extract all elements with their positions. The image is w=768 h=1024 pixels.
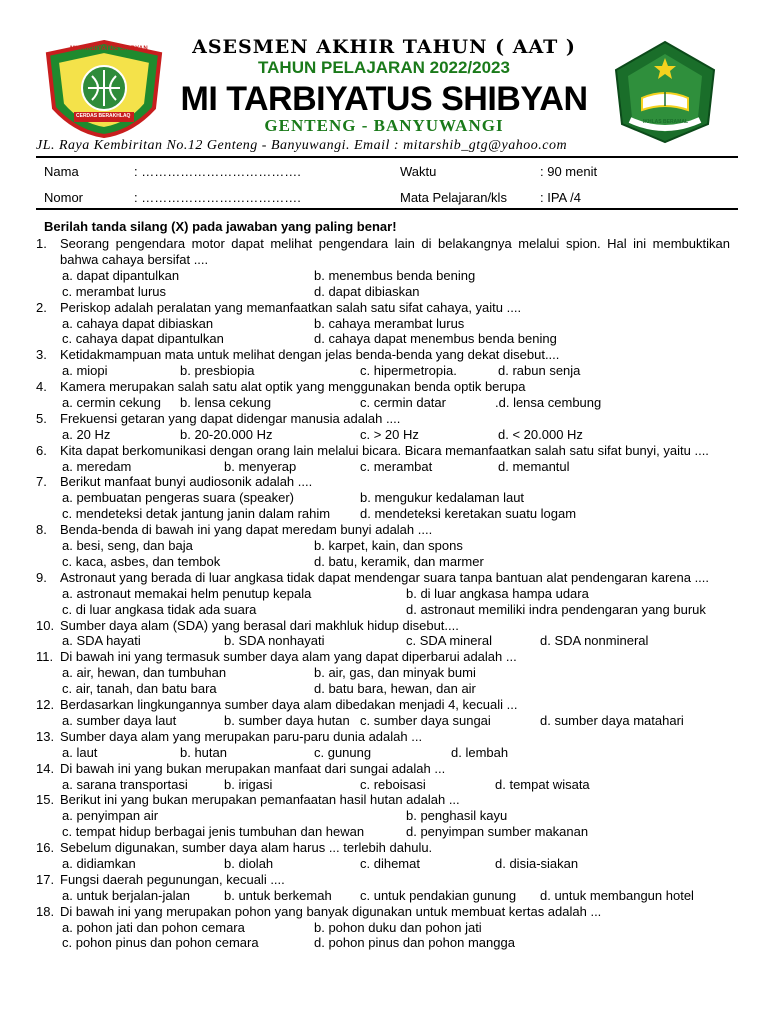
answer-options-row bbox=[62, 554, 730, 570]
question-text: Kita dapat berkomunikasi dengan orang lain melalui bicara. Bicara memanfaatkan salah satu sifat bunyi, yaitu .... bbox=[60, 442, 709, 458]
answer-option[interactable]: c. tempat hidup berbagai jenis tumbuhan dan hewan bbox=[62, 824, 365, 840]
school-location: GENTENG - BANYUWANGI bbox=[264, 116, 504, 135]
question-number: 10. bbox=[36, 617, 55, 633]
answer-options-row bbox=[62, 427, 730, 443]
answer-option[interactable]: d. pohon pinus dan pohon mangga bbox=[314, 935, 515, 951]
answer-option[interactable]: b. diolah bbox=[224, 856, 274, 871]
answer-options-row bbox=[62, 935, 730, 951]
mapel-label: Mata Pelajaran/kls bbox=[400, 190, 507, 205]
nomor-label: Nomor bbox=[44, 190, 84, 205]
answer-option[interactable]: a. dapat dipantulkan bbox=[62, 267, 180, 283]
answer-option[interactable]: b. presbiopia bbox=[180, 363, 255, 379]
exam-title: ASESMEN AKHIR TAHUN ( AAT ) bbox=[192, 36, 576, 58]
answer-option[interactable]: a. meredam bbox=[62, 458, 132, 474]
question-text: Seorang pengendara motor dapat melihat pengendara lain di belakangnya melalui spion. Hal ini membuktikan bahwa cahaya bersifat .... bbox=[60, 236, 730, 267]
answer-options-row bbox=[62, 363, 730, 379]
answer-options-row bbox=[62, 856, 730, 872]
nama-label: Nama bbox=[44, 164, 79, 179]
answer-option[interactable]: a. astronaut memakai helm penutup kepala bbox=[62, 585, 312, 601]
answer-option[interactable]: a. cermin cekung bbox=[62, 394, 161, 410]
answer-option[interactable]: b. SDA nonhayati bbox=[224, 633, 325, 649]
answer-options-row bbox=[62, 538, 730, 554]
answer-option[interactable]: b. lensa cekung bbox=[180, 394, 272, 410]
logo-left-banner-text: CERDAS BERAKHLAQ bbox=[76, 113, 131, 119]
question-text: Frekuensi getaran yang dapat didengar manusia adalah .... bbox=[60, 410, 401, 426]
answer-option[interactable]: c. merambat lurus bbox=[62, 283, 167, 299]
answer-options-row bbox=[62, 777, 730, 793]
question-item bbox=[36, 792, 730, 840]
answer-option[interactable]: c. air, tanah, dan batu bara bbox=[62, 681, 217, 697]
question-text: Berikut ini yang bukan merupakan pemanfaatan hasil hutan adalah ... bbox=[60, 792, 460, 808]
question-item bbox=[36, 729, 730, 761]
instruction-text: Berilah tanda silang (X) pada jawaban yang paling benar! bbox=[44, 219, 397, 234]
answer-option[interactable]: d. cahaya dapat menembus benda bening bbox=[314, 331, 557, 347]
answer-option[interactable]: b. mengukur kedalaman laut bbox=[360, 490, 525, 506]
answer-option[interactable]: b. hutan bbox=[180, 744, 227, 760]
question-text: Sumber daya alam (SDA) yang berasal dari makhluk hidup disebut.... bbox=[60, 617, 459, 633]
nama-field[interactable]: : ………………………………. bbox=[134, 164, 301, 179]
logo-left-top-text: MI TARBIYATUS SHIBYAN bbox=[70, 46, 148, 52]
answer-option[interactable]: a. SDA hayati bbox=[62, 633, 141, 649]
answer-option[interactable]: b. air, gas, dan minyak bumi bbox=[314, 665, 476, 681]
answer-option[interactable]: a. laut bbox=[62, 744, 98, 760]
answer-option[interactable]: d. < 20.000 Hz bbox=[498, 426, 583, 442]
answer-options-row bbox=[62, 888, 730, 904]
question-number: 15. bbox=[36, 792, 55, 808]
answer-options-row bbox=[62, 490, 730, 506]
question-item bbox=[36, 618, 730, 650]
answer-option[interactable]: d. batu bara, hewan, dan air bbox=[314, 681, 476, 697]
answer-option[interactable]: d. rabun senja bbox=[498, 363, 581, 379]
answer-option[interactable]: c. pohon pinus dan pohon cemara bbox=[62, 935, 259, 951]
answer-options-row bbox=[62, 808, 730, 824]
answer-option[interactable]: c. reboisasi bbox=[360, 776, 426, 792]
answer-option[interactable]: a. penyimpan air bbox=[62, 808, 159, 824]
waktu-value: : 90 menit bbox=[540, 164, 598, 179]
answer-option[interactable]: a. besi, seng, dan baja bbox=[62, 538, 193, 554]
answer-option[interactable]: b. penghasil kayu bbox=[406, 808, 508, 824]
question-item bbox=[36, 570, 730, 618]
question-item bbox=[36, 761, 730, 793]
answer-options-row bbox=[62, 824, 730, 840]
mapel-value: : IPA /4 bbox=[540, 190, 581, 205]
question-text: Ketidakmampuan mata untuk melihat dengan jelas benda-benda yang dekat disebut.... bbox=[60, 347, 560, 363]
question-text: Di bawah ini yang merupakan pohon yang banyak digunakan untuk membuat kertas adalah ... bbox=[60, 903, 602, 919]
question-number: 6. bbox=[36, 442, 47, 458]
question-item bbox=[36, 649, 730, 697]
question-text: Benda-benda di bawah ini yang dapat meredam bunyi adalah .... bbox=[60, 522, 433, 538]
answer-options-row bbox=[62, 920, 730, 936]
answer-options-row bbox=[62, 395, 730, 411]
question-text: Di bawah ini yang termasuk sumber daya alam yang dapat diperbarui adalah ... bbox=[60, 649, 517, 665]
answer-option[interactable]: a. 20 Hz bbox=[62, 426, 111, 442]
answer-option[interactable]: d. lembah bbox=[451, 744, 509, 760]
question-number: 17. bbox=[36, 871, 55, 887]
school-name: MI TARBIYATUS SHIBYAN bbox=[180, 80, 588, 118]
question-text: Sumber daya alam yang merupakan paru-paru dunia adalah ... bbox=[60, 728, 423, 744]
answer-options-row bbox=[62, 284, 730, 300]
answer-option[interactable]: d. sumber daya matahari bbox=[540, 712, 684, 728]
header-divider bbox=[36, 156, 738, 158]
school-address: JL. Raya Kembiritan No.12 Genteng - Banyuwangi. Email : mitarshib_gtg@yahoo.com bbox=[36, 138, 568, 153]
answer-option[interactable]: a. didiamkan bbox=[62, 856, 136, 871]
answer-option[interactable]: b. cahaya merambat lurus bbox=[314, 315, 465, 331]
question-number: 14. bbox=[36, 760, 55, 776]
ministry-logo-right bbox=[608, 40, 722, 144]
answer-option[interactable]: a. sarana transportasi bbox=[62, 776, 188, 792]
answer-options-row bbox=[62, 713, 730, 729]
answer-option[interactable]: d. dapat dibiaskan bbox=[314, 283, 420, 299]
answer-options-row bbox=[62, 331, 730, 347]
question-text: Periskop adalah peralatan yang memanfaatkan salah satu sifat cahaya, yaitu .... bbox=[60, 299, 522, 315]
answer-options-row bbox=[62, 268, 730, 284]
answer-option[interactable]: d. astronaut memiliki indra pendengaran yang buruk bbox=[406, 601, 706, 617]
answer-option[interactable]: b. 20-20.000 Hz bbox=[180, 426, 273, 442]
answer-option[interactable]: c. dihemat bbox=[360, 856, 420, 871]
question-item bbox=[36, 697, 730, 729]
answer-options-row bbox=[62, 665, 730, 681]
question-text: Kamera merupakan salah satu alat optik yang menggunakan benda optik berupa bbox=[60, 379, 526, 395]
answer-option[interactable]: d. mendeteksi keretakan suatu logam bbox=[360, 506, 577, 522]
answer-option[interactable]: b. untuk berkemah bbox=[224, 887, 332, 903]
question-text: Sebelum digunakan, sumber daya alam harus ... terlebih dahulu. bbox=[60, 840, 433, 856]
logo-right-banner-text: IKHLAS BERAMAL bbox=[643, 119, 688, 125]
question-item bbox=[36, 236, 730, 300]
question-text: Berikut manfaat bunyi audiosonik adalah .... bbox=[60, 474, 313, 490]
academic-year: TAHUN PELAJARAN 2022/2023 bbox=[258, 58, 510, 77]
answer-option[interactable]: a. pohon jati dan pohon cemara bbox=[62, 919, 245, 935]
answer-options-row bbox=[62, 745, 730, 761]
answer-option[interactable]: b. sumber daya hutan bbox=[224, 712, 350, 728]
question-item bbox=[36, 443, 730, 475]
answer-option[interactable]: d. disia-siakan bbox=[495, 856, 579, 871]
answer-option[interactable]: .d. lensa cembung bbox=[495, 394, 602, 410]
answer-option[interactable]: d. batu, keramik, dan marmer bbox=[314, 553, 484, 569]
question-number: 11. bbox=[36, 649, 54, 665]
answer-option[interactable]: c. untuk pendakian gunung bbox=[360, 887, 517, 903]
question-number: 13. bbox=[36, 728, 55, 744]
answer-option[interactable]: d. tempat wisata bbox=[495, 776, 590, 792]
question-item bbox=[36, 474, 730, 522]
answer-options-row bbox=[62, 602, 730, 618]
answer-option[interactable]: c. mendeteksi detak jantung janin dalam rahim bbox=[62, 506, 331, 522]
question-number: 1. bbox=[36, 236, 47, 251]
question-text: Di bawah ini yang bukan merupakan manfaat dari sungai adalah ... bbox=[60, 760, 446, 776]
answer-option[interactable]: b. irigasi bbox=[224, 776, 273, 792]
answer-option[interactable]: c. kaca, asbes, dan tembok bbox=[62, 553, 221, 569]
question-item bbox=[36, 522, 730, 570]
question-number: 18. bbox=[36, 903, 55, 919]
answer-option[interactable]: d. SDA nonmineral bbox=[540, 633, 649, 649]
answer-option[interactable]: d. memantul bbox=[498, 458, 570, 474]
question-item bbox=[36, 300, 730, 348]
question-text: Berdasarkan lingkungannya sumber daya alam dibedakan menjadi 4, kecuali ... bbox=[60, 697, 518, 713]
question-list bbox=[36, 236, 730, 951]
document-header bbox=[0, 0, 768, 160]
question-number: 7. bbox=[36, 474, 47, 490]
answer-option[interactable]: a. untuk berjalan-jalan bbox=[62, 887, 190, 903]
answer-options-row bbox=[62, 316, 730, 332]
question-number: 8. bbox=[36, 522, 47, 538]
answer-option[interactable]: c. gunung bbox=[314, 744, 372, 760]
answer-option[interactable]: c. di luar angkasa tidak ada suara bbox=[62, 601, 257, 617]
answer-option[interactable]: b. menyerap bbox=[224, 458, 297, 474]
answer-option[interactable]: d. untuk membangun hotel bbox=[540, 887, 694, 903]
answer-option[interactable]: b. menembus benda bening bbox=[314, 267, 476, 283]
question-item bbox=[36, 904, 730, 952]
answer-option[interactable]: b. di luar angkasa hampa udara bbox=[406, 585, 589, 601]
question-text: Astronaut yang berada di luar angkasa tidak dapat mendengar suara tanpa bantuan alat pendengaran karena .... bbox=[60, 569, 710, 585]
answer-options-row bbox=[62, 459, 730, 475]
answer-option[interactable]: a. cahaya dapat dibiaskan bbox=[62, 315, 214, 331]
question-number: 16. bbox=[36, 840, 55, 856]
answer-option[interactable]: a. sumber daya laut bbox=[62, 712, 177, 728]
answer-option[interactable]: a. pembuatan pengeras suara (speaker) bbox=[62, 490, 294, 506]
answer-option[interactable]: d. penyimpan sumber makanan bbox=[406, 824, 589, 840]
question-number: 4. bbox=[36, 379, 47, 395]
answer-options-row bbox=[62, 633, 730, 649]
info-divider bbox=[36, 208, 738, 210]
answer-option[interactable]: c. hipermetropia. bbox=[360, 363, 457, 379]
answer-options-row bbox=[62, 586, 730, 602]
question-item bbox=[36, 379, 730, 411]
answer-option[interactable]: c. SDA mineral bbox=[406, 633, 492, 649]
answer-option[interactable]: b. karpet, kain, dan spons bbox=[314, 538, 463, 554]
question-text: Fungsi daerah pegunungan, kecuali .... bbox=[60, 871, 285, 887]
answer-option[interactable]: a. miopi bbox=[62, 363, 108, 379]
answer-option[interactable]: c. merambat bbox=[360, 458, 433, 474]
answer-option[interactable]: a. air, hewan, dan tumbuhan bbox=[62, 665, 227, 681]
answer-option[interactable]: c. sumber daya sungai bbox=[360, 712, 491, 728]
question-item bbox=[36, 411, 730, 443]
question-number: 3. bbox=[36, 347, 47, 363]
waktu-label: Waktu bbox=[400, 164, 437, 179]
answer-option[interactable]: c. > 20 Hz bbox=[360, 426, 419, 442]
answer-options-row bbox=[62, 506, 730, 522]
answer-option[interactable]: c. cahaya dapat dipantulkan bbox=[62, 331, 224, 347]
question-item bbox=[36, 840, 730, 872]
nomor-field[interactable]: : ………………………………. bbox=[134, 190, 301, 205]
question-number: 12. bbox=[36, 697, 55, 713]
question-number: 2. bbox=[36, 299, 47, 315]
question-number: 9. bbox=[36, 569, 47, 585]
answer-option[interactable]: b. pohon duku dan pohon jati bbox=[314, 919, 482, 935]
question-item bbox=[36, 347, 730, 379]
question-number: 5. bbox=[36, 410, 47, 426]
question-item bbox=[36, 872, 730, 904]
answer-options-row bbox=[62, 681, 730, 697]
answer-option[interactable]: c. cermin datar bbox=[360, 394, 446, 410]
